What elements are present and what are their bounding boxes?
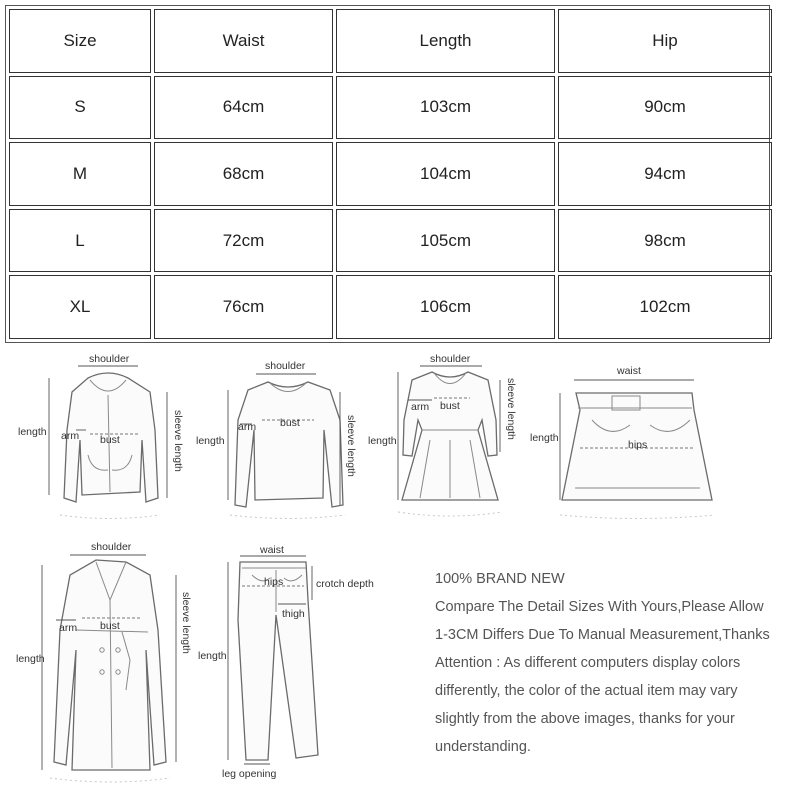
header-size: Size <box>9 9 151 73</box>
pants-hips-label: hips <box>264 576 284 588</box>
length-cell: 105cm <box>336 209 555 273</box>
hip-cell: 94cm <box>558 142 772 206</box>
dress-shoulder-label: shoulder <box>430 353 471 365</box>
size-table-grid <box>6 6 775 342</box>
pants-length-label: length <box>198 650 227 662</box>
coat-arm-label: arm <box>59 622 78 634</box>
skirt-length-label: length <box>530 432 559 444</box>
length-cell: 104cm <box>336 142 555 206</box>
waist-cell: 64cm <box>154 76 333 140</box>
table-row <box>9 275 772 339</box>
tshirt-arm-label: arm <box>238 421 257 433</box>
header-length: Length <box>336 9 555 73</box>
header-waist: Waist <box>154 9 333 73</box>
table-header-row <box>9 9 772 73</box>
dress-length-label: length <box>368 435 397 447</box>
size-chart-table <box>5 5 770 343</box>
hoodie-shoulder-label: shoulder <box>89 353 130 365</box>
dress-diagram <box>368 353 517 516</box>
table-row <box>9 76 772 140</box>
hip-cell: 90cm <box>558 76 772 140</box>
pants-diagram <box>198 544 374 780</box>
skirt-diagram <box>530 365 715 519</box>
coat-bust-label: bust <box>100 620 120 632</box>
hip-cell: 98cm <box>558 209 772 273</box>
tshirt-sleeve-length-label: sleeve length <box>345 415 357 477</box>
waist-cell: 68cm <box>154 142 333 206</box>
tshirt-length-label: length <box>196 435 225 447</box>
skirt-hips-label: hips <box>628 439 648 451</box>
note-line: understanding. <box>435 739 531 755</box>
note-line: slightly from the above images, thanks for your <box>435 711 735 727</box>
header-hip: Hip <box>558 9 772 73</box>
dress-bust-label: bust <box>440 400 460 412</box>
skirt-waist-label: waist <box>617 365 641 377</box>
product-notes <box>435 565 800 761</box>
tshirt-bust-label: bust <box>280 417 300 429</box>
size-cell: XL <box>9 275 151 339</box>
coat-sleeve-length-label: sleeve length <box>180 592 192 654</box>
size-cell: S <box>9 76 151 140</box>
coat-length-label: length <box>16 653 45 665</box>
hoodie-sleeve-length-label: sleeve length <box>172 410 184 472</box>
hoodie-length-label: length <box>18 426 47 438</box>
hoodie-arm-label: arm <box>61 430 80 442</box>
coat-diagram <box>16 541 192 782</box>
length-cell: 103cm <box>336 76 555 140</box>
hip-cell: 102cm <box>558 275 772 339</box>
dress-arm-label: arm <box>411 401 430 413</box>
coat-shoulder-label: shoulder <box>91 541 132 553</box>
size-cell: M <box>9 142 151 206</box>
pants-thigh-label: thigh <box>282 608 305 620</box>
note-line: Compare The Detail Sizes With Yours,Please Allow <box>435 599 764 615</box>
length-cell: 106cm <box>336 275 555 339</box>
brand-new-note: 100% BRAND NEW <box>435 571 565 587</box>
table-row <box>9 142 772 206</box>
table-row <box>9 209 772 273</box>
pants-waist-label: waist <box>260 544 284 556</box>
attention-note: Attention : As different computers display colors <box>435 655 741 671</box>
dress-sleeve-length-label: sleeve length <box>505 378 517 440</box>
pants-leg-opening-label: leg opening <box>222 768 277 780</box>
size-cell: L <box>9 209 151 273</box>
waist-cell: 76cm <box>154 275 333 339</box>
tshirt-shoulder-label: shoulder <box>265 360 306 372</box>
hoodie-bust-label: bust <box>100 434 120 446</box>
hoodie-diagram <box>18 353 184 519</box>
tshirt-diagram <box>196 360 357 519</box>
note-line: differently, the color of the actual item may vary <box>435 683 738 699</box>
waist-cell: 72cm <box>154 209 333 273</box>
note-line: 1-3CM Differs Due To Manual Measurement,Thanks <box>435 627 770 643</box>
pants-crotch-depth-label: crotch depth <box>316 578 374 590</box>
